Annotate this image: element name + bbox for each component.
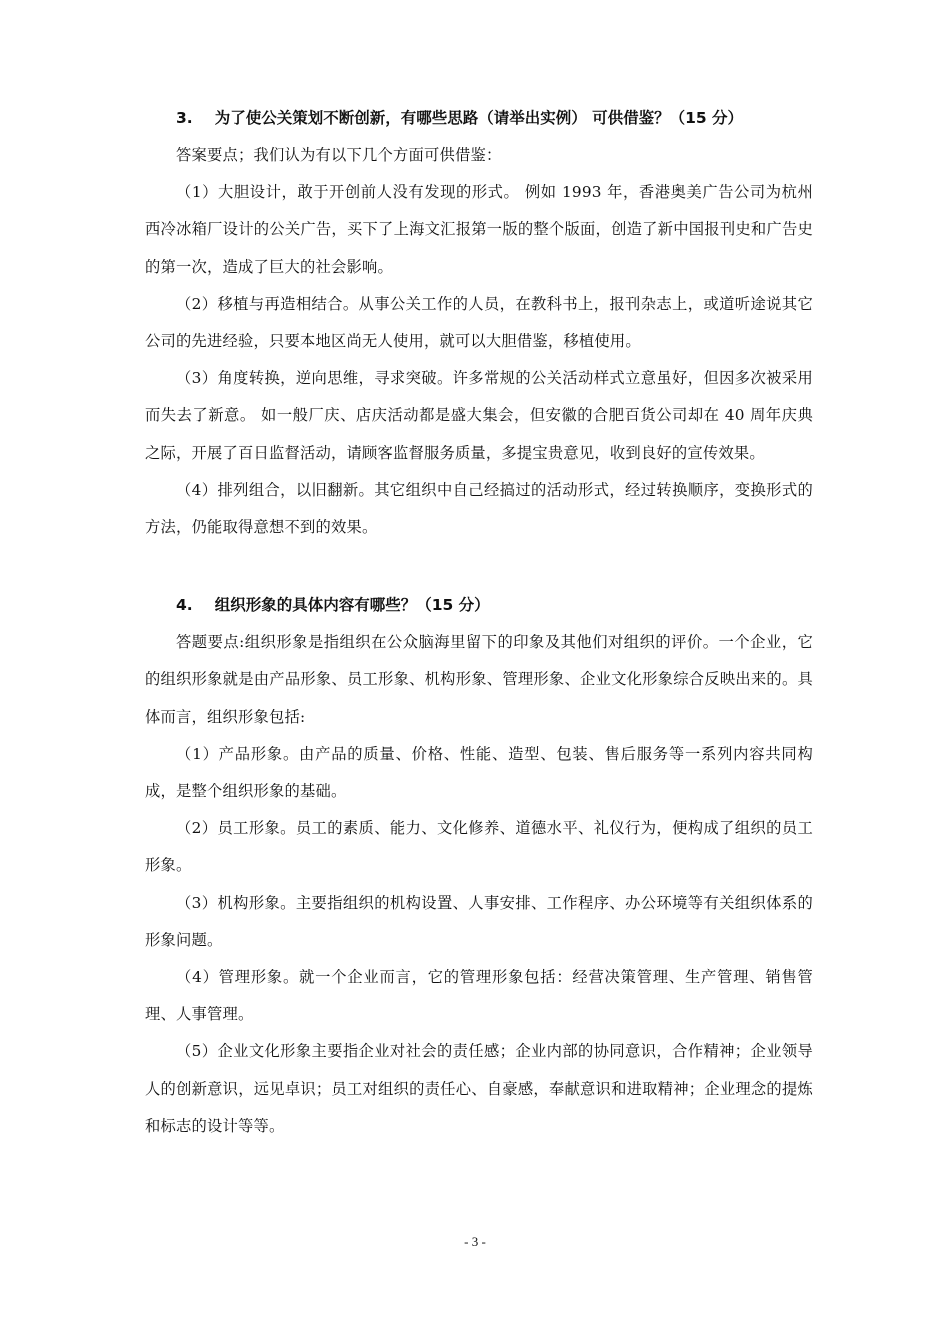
question-text: 组织形象的具体内容有哪些？（15 分） (214, 596, 490, 615)
answer-intro: 答案要点；我们认为有以下几个方面可供借鉴： (176, 146, 502, 164)
answer-point-2: （2）员工形象。员工的素质、能力、文化修养、道德水平、礼仪行为，便构成了组织的员工形象。 (145, 819, 813, 875)
section-spacer (145, 546, 813, 587)
question-number: 4. (176, 596, 193, 615)
question-title (145, 587, 813, 624)
answer-point-3: （3）机构形象。主要指组织的机构设置、人事安排、工作程序、办公环境等有关组织体系的形象问题。 (145, 893, 813, 949)
question-text: 为了使公关策划不断创新，有哪些思路（请举出实例） 可供借鉴？（15 分） (214, 109, 744, 127)
question-number: 3. (176, 109, 193, 127)
question-title (145, 100, 813, 137)
page-number: - 3 - (464, 1234, 486, 1249)
question-section-3 (145, 100, 813, 546)
answer-point-1: （1）大胆设计，敢于开创前人没有发现的形式。 例如 1993 年，香港奥美广告公司为杭州西冷冰箱厂设计的公关广告，买下了上海文汇报第一版的整个版面，创造了新中国报刊史和广告史的第一次，造成了巨大的社会影响。 (145, 183, 813, 276)
answer-point-3: （3）角度转换，逆向思维，寻求突破。许多常规的公关活动样式立意虽好，但因多次被采用而失去了新意。 如一般厂庆、店庆活动都是盛大集会，但安徽的合肥百货公司却在 40 周年庆典之际，开展了百日监督活动，请顾客监督服务质量，多提宝贵意见，收到良好的宣传效果。 (145, 369, 813, 462)
answer-intro: 答题要点:组织形象是指组织在公众脑海里留下的印象及其他们对组织的评价。一个企业，它的组织形象就是由产品形象、员工形象、机构形象、管理形象、企业文化形象综合反映出来的。具体而言，组织形象包括: (145, 633, 813, 726)
page-content (145, 100, 813, 1145)
question-section-4 (145, 587, 813, 1145)
answer-point-1: （1）产品形象。由产品的质量、价格、性能、造型、包装、售后服务等一系列内容共同构成，是整个组织形象的基础。 (145, 744, 813, 801)
answer-point-4: （4）排列组合，以旧翻新。其它组织中自己经搞过的活动形式，经过转换顺序，变换形式的方法，仍能取得意想不到的效果。 (145, 480, 813, 537)
answer-point-5: （5）企业文化形象主要指企业对社会的责任感；企业内部的协同意识，合作精神；企业领导人的创新意识，远见卓识；员工对组织的责任心、自豪感，奉献意识和进取精神；企业理念的提炼和标志的设计等等。 (145, 1042, 813, 1135)
answer-point-2: （2）移植与再造相结合。从事公关工作的人员，在教科书上，报刊杂志上，或道听途说其它公司的先进经验，只要本地区尚无人使用，就可以大胆借鉴，移植使用。 (145, 294, 813, 351)
answer-point-4: （4）管理形象。就一个企业而言，它的管理形象包括：经营决策管理、生产管理、销售管理、人事管理。 (145, 968, 813, 1024)
